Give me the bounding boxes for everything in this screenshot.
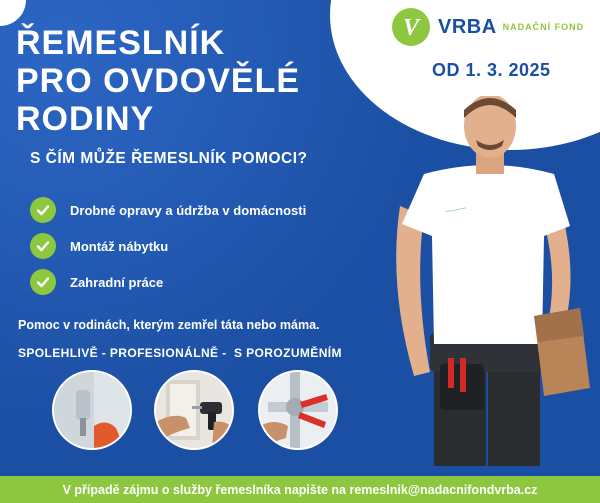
headline-line-3: RODINY	[16, 100, 155, 138]
drilling-photo	[154, 370, 234, 450]
tagline: Pomoc v rodinách, kterým zemřel táta nebo máma.	[18, 318, 320, 332]
contact-text: V případě zájmu o služby řemeslníka napište na remeslnik@nadacnifondvrba.cz	[62, 482, 538, 497]
services-list	[30, 192, 306, 300]
check-icon	[30, 233, 56, 259]
slogan: SPOLEHLIVĚ - PROFESIONÁLNĚ - S POROZUMĚNÍM	[18, 346, 342, 360]
service-label: Montáž nábytku	[70, 238, 169, 254]
check-icon	[30, 269, 56, 295]
logo-name: VRBA	[438, 15, 497, 38]
logo-mark	[392, 8, 430, 46]
service-label: Zahradní práce	[70, 274, 164, 290]
list-item	[30, 264, 306, 300]
svg-text:V: V	[402, 15, 420, 41]
plumbing-photo	[258, 370, 338, 450]
logo	[392, 8, 584, 46]
services-question: S ČÍM MŮŽE ŘEMESLNÍK POMOCI?	[30, 150, 308, 167]
headline	[16, 24, 300, 138]
check-icon	[30, 197, 56, 223]
footer-bar	[0, 476, 600, 503]
list-item	[30, 228, 306, 264]
logo-subtitle: NADAČNÍ FOND	[502, 22, 585, 32]
headline-line-2: PRO OVDOVĚLÉ	[16, 62, 301, 100]
headline-line-1: ŘEMESLNÍK	[16, 24, 226, 62]
painting-photo	[52, 370, 132, 450]
service-label: Drobné opravy a údržba v domácnosti	[70, 202, 307, 218]
craftsman-photo	[384, 96, 600, 476]
svg-text:~~~~~~: ~~~~~~	[445, 205, 467, 216]
list-item	[30, 192, 306, 228]
start-date: OD 1. 3. 2025	[432, 60, 551, 80]
